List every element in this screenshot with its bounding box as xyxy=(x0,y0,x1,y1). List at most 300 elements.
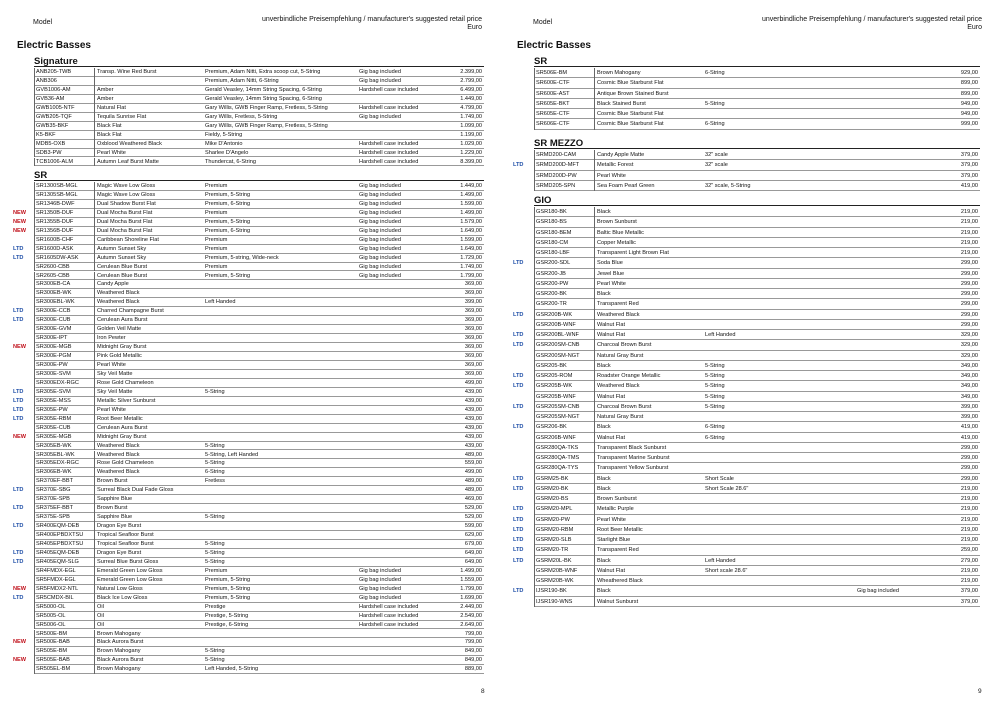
model-cell: GSR200-BK xyxy=(534,289,595,299)
case-cell: Hardshell case included xyxy=(359,158,419,165)
spec-cell: Prestige xyxy=(205,603,226,610)
model-cell: GSR200-TR xyxy=(534,299,595,309)
model-cell: GSR205B-WNF xyxy=(534,392,595,402)
spec-cell: 5-String xyxy=(705,393,725,400)
table-row xyxy=(513,586,980,596)
spec-cell xyxy=(704,320,854,330)
model-cell: SR506E-BM xyxy=(534,68,595,78)
spec-cell xyxy=(204,638,357,647)
price-cell: 1.449,00 xyxy=(460,183,482,189)
table-row xyxy=(513,484,980,494)
model-cell: SR305EB-WK xyxy=(34,442,95,451)
model-cell: SR4FMDX-EGL xyxy=(34,567,95,576)
model-cell: GSR280QA-TYS xyxy=(534,463,595,473)
table-row xyxy=(34,95,484,104)
table-row xyxy=(534,269,980,279)
model-cell: SR500E-BAB xyxy=(34,638,95,647)
model-cell: SR305E-RBM xyxy=(34,415,95,424)
price-cell: 599,00 xyxy=(464,523,482,530)
color-cell: Dragon Eye Burst xyxy=(97,523,142,530)
spec-cell xyxy=(204,522,357,531)
spec-cell: Premium xyxy=(205,236,228,243)
model-cell: GSR200BL-WNF xyxy=(534,330,595,340)
color-cell: Natural Gray Burst xyxy=(597,352,644,359)
color-cell: Rose Gold Chameleon xyxy=(97,460,154,467)
case-cell: Gig bag included xyxy=(359,272,401,279)
spec-cell: Prestige, 5-String xyxy=(205,612,249,619)
model-cell: GSR205SM-CNB xyxy=(534,402,595,412)
table-row xyxy=(13,558,484,567)
model-cell: GSRM20-PW xyxy=(534,515,595,525)
price-cell: 379,00 xyxy=(960,598,978,605)
spec-cell xyxy=(204,531,357,540)
spec-cell xyxy=(704,453,854,463)
model-cell: GWB35-BKF xyxy=(34,122,95,131)
model-cell: SR305E-MGB xyxy=(34,433,95,442)
ltd-badge: LTD xyxy=(13,523,24,530)
table-row xyxy=(34,334,484,343)
price-cell: 1.799,00 xyxy=(460,272,482,279)
model-cell: SR300EDX-RGC xyxy=(34,379,95,388)
spec-cell: Left Handed xyxy=(205,299,236,306)
case-cell: Hardshell case included xyxy=(359,603,419,610)
spec-cell: Premium, 5-String xyxy=(205,585,251,592)
table-row xyxy=(534,463,980,473)
table-row xyxy=(534,566,980,576)
spec-cell: 6-String xyxy=(205,469,225,476)
model-cell: GSR200B-WK xyxy=(534,310,595,320)
color-cell: Sky Veil Matte xyxy=(97,370,133,377)
model-cell: SR1356B-DUF xyxy=(34,227,95,236)
new-badge: NEW xyxy=(13,639,27,646)
color-cell: Brown Burst xyxy=(97,505,128,512)
spec-cell xyxy=(204,334,357,343)
price-cell: 299,00 xyxy=(960,270,978,277)
case-cell: Hardshell case included xyxy=(359,149,419,156)
ltd-badge: LTD xyxy=(13,558,24,565)
table-row xyxy=(34,665,484,674)
new-badge: NEW xyxy=(13,344,27,351)
ltd-badge: LTD xyxy=(513,162,524,169)
table-row xyxy=(13,486,484,495)
spec-cell xyxy=(204,361,357,370)
spec-cell xyxy=(704,299,854,309)
price-header-label: unverbindliche Preisempfehlung / manufacturer's suggested retail price xyxy=(761,16,982,23)
model-cell: SRMD205-SPN xyxy=(534,181,595,191)
price-cell: 2.649,00 xyxy=(460,621,482,628)
price-cell: 1.199,00 xyxy=(460,131,482,138)
spec-cell: 5-String, Left Handed xyxy=(205,451,259,458)
color-cell: Rose Gold Chameleon xyxy=(97,379,154,386)
spec-cell: 6-String xyxy=(705,121,725,128)
color-cell: Candy Apple Matte xyxy=(597,152,645,158)
price-cell: 219,00 xyxy=(960,250,978,256)
price-cell: 219,00 xyxy=(960,219,978,226)
table-row xyxy=(534,433,980,443)
color-cell: Black xyxy=(597,485,611,492)
model-cell: SR5006-OL xyxy=(34,621,95,630)
table-row xyxy=(534,392,980,402)
color-cell: Midnight Gray Burst xyxy=(97,344,147,351)
price-cell: 849,00 xyxy=(464,657,482,664)
model-cell: SR600E-AST xyxy=(534,89,595,99)
price-cell: 899,00 xyxy=(960,80,978,87)
spec-cell: 32" scale xyxy=(705,152,728,158)
spec-cell xyxy=(704,310,854,320)
table-row xyxy=(34,68,484,77)
model-cell: GSR180-BK xyxy=(534,207,595,217)
model-cell: GWB1005-NTF xyxy=(34,104,95,113)
color-cell: Oil xyxy=(97,621,104,628)
spec-cell: 5-String xyxy=(705,100,725,107)
model-cell: SR1300SB-MGL xyxy=(34,182,95,191)
table-row xyxy=(534,361,980,371)
new-badge: NEW xyxy=(13,657,27,664)
color-cell: Black xyxy=(597,588,611,595)
model-cell: GSR200-JB xyxy=(534,269,595,279)
color-cell: Copper Metallic xyxy=(597,239,636,246)
table-row xyxy=(534,453,980,463)
case-cell: Gig bag included xyxy=(359,200,401,207)
table-row xyxy=(513,515,980,525)
price-cell: 439,00 xyxy=(464,406,482,413)
color-cell: Metallic Forest xyxy=(597,162,634,169)
model-cell: GSR280QA-TKS xyxy=(534,443,595,453)
table-row xyxy=(34,86,484,95)
page-number: 9 xyxy=(978,688,982,695)
model-column-header: Model xyxy=(33,19,53,26)
case-cell: Gig bag included xyxy=(857,588,899,595)
price-cell: 1.499,00 xyxy=(460,567,482,574)
spec-cell xyxy=(704,171,854,181)
spec-cell xyxy=(204,352,357,361)
price-cell: 369,00 xyxy=(464,308,482,315)
spec-cell xyxy=(704,289,854,299)
table-row xyxy=(34,272,484,281)
table-row xyxy=(13,522,484,531)
spec-cell: Mike D'Antonio xyxy=(205,140,243,147)
price-cell: 219,00 xyxy=(960,506,978,513)
spec-cell: Gary Willis, Fretless, 5-String xyxy=(205,113,278,120)
ltd-badge: LTD xyxy=(13,245,24,252)
spec-cell xyxy=(204,325,357,334)
case-cell: Gig bag included xyxy=(359,191,401,198)
spec-cell xyxy=(704,586,854,596)
model-cell: GSR205SM-NGT xyxy=(534,412,595,422)
model-cell: SR5000-OL xyxy=(34,603,95,612)
table-row xyxy=(34,459,484,468)
case-cell: Gig bag included xyxy=(359,69,401,75)
ltd-badge: LTD xyxy=(513,332,524,338)
color-cell: Black xyxy=(597,362,611,369)
ltd-badge: LTD xyxy=(513,260,524,267)
case-cell: Gig bag included xyxy=(359,113,401,120)
color-cell: Pearl White xyxy=(97,362,126,368)
spec-cell xyxy=(704,504,854,514)
model-cell: SR405EQM-SLG xyxy=(34,558,95,567)
color-cell: Emerald Green Low Gloss xyxy=(97,567,163,574)
model-cell: SR306EB-WK xyxy=(34,468,95,477)
color-cell: Root Beer Metallic xyxy=(597,526,643,533)
model-cell: SR375E-SPB xyxy=(34,513,95,522)
model-cell: GSR200SM-CNB xyxy=(534,340,595,350)
new-badge: NEW xyxy=(13,227,27,234)
spec-cell: 5-String xyxy=(205,549,225,556)
table-row xyxy=(34,77,484,86)
spec-cell: Short scale 28.6" xyxy=(705,567,748,574)
color-cell: Amber xyxy=(97,95,114,102)
color-cell: Brown Mahogany xyxy=(97,666,141,673)
table-row xyxy=(513,504,980,514)
spec-cell xyxy=(204,504,357,513)
table-row xyxy=(534,299,980,309)
case-cell: Gig bag included xyxy=(359,236,401,243)
color-cell: Black xyxy=(597,209,611,215)
color-cell: Pink Gold Metallic xyxy=(97,353,142,360)
spec-cell xyxy=(204,343,357,352)
spec-cell xyxy=(704,535,854,545)
table-row xyxy=(534,228,980,238)
section-title: SR MEZZO xyxy=(534,139,980,149)
color-cell: Transparent Marine Sunburst xyxy=(597,455,670,461)
table-row xyxy=(34,576,484,585)
table-row xyxy=(13,415,484,424)
case-cell: Gig bag included xyxy=(359,576,401,583)
new-badge: NEW xyxy=(13,209,27,216)
table-row xyxy=(34,352,484,361)
spec-cell: Premium, Adam Nitti, 6-String xyxy=(205,77,279,84)
spec-cell: Premium xyxy=(205,567,228,574)
model-cell: SR405EQM-DEB xyxy=(34,549,95,558)
model-cell: SR300E-PGM xyxy=(34,352,95,361)
model-cell: SR1605DW-ASK xyxy=(34,254,95,263)
model-cell: SR300E-CUB xyxy=(34,316,95,325)
color-cell: Sapphire Blue xyxy=(97,496,133,503)
model-cell: GSRM20-BS xyxy=(534,494,595,504)
ltd-badge: LTD xyxy=(513,403,524,410)
color-cell: Midnight Gray Burst xyxy=(97,433,147,440)
page-number: 8 xyxy=(481,688,485,695)
color-cell: Oil xyxy=(97,603,104,610)
model-cell: IJSR190-BK xyxy=(534,586,595,596)
color-cell: Pearl White xyxy=(597,280,626,287)
color-cell: Brown Mahogany xyxy=(597,70,641,76)
spec-cell xyxy=(204,486,357,495)
ltd-badge: LTD xyxy=(13,594,24,601)
price-cell: 1.599,00 xyxy=(460,200,482,207)
table-row xyxy=(534,248,980,258)
color-cell: Root Beer Metallic xyxy=(97,415,143,422)
price-cell: 399,00 xyxy=(960,414,978,420)
color-cell: Walnut Flat xyxy=(597,393,626,400)
table-row xyxy=(534,412,980,422)
table-row xyxy=(34,236,484,245)
spec-cell xyxy=(704,494,854,504)
color-cell: Black xyxy=(597,557,611,564)
model-cell: GSR180-BS xyxy=(534,217,595,227)
table-row xyxy=(13,316,484,325)
currency-label: Euro xyxy=(967,24,982,31)
spec-cell: Premium, 5-string, Wide-neck xyxy=(205,254,279,261)
color-cell: Amber xyxy=(97,86,114,93)
price-cell: 679,00 xyxy=(464,541,482,547)
case-cell: Gig bag included xyxy=(359,218,401,225)
price-cell: 1.799,00 xyxy=(460,585,482,592)
spec-cell: 6-String xyxy=(705,424,725,431)
spec-cell xyxy=(704,238,854,248)
price-cell: 499,00 xyxy=(464,379,482,386)
price-cell: 329,00 xyxy=(960,332,978,338)
spec-cell: Premium, 5-String xyxy=(205,191,251,198)
price-cell: 1.729,00 xyxy=(460,254,482,261)
price-cell: 299,00 xyxy=(960,465,978,472)
case-cell: Gig bag included xyxy=(359,254,401,261)
spec-cell: Gary Willis, GWB Finger Ramp, Fretless, 5-String xyxy=(205,104,328,111)
model-cell: SRMD200D-MFT xyxy=(534,160,595,170)
spec-cell xyxy=(704,78,854,88)
price-cell: 2.399,00 xyxy=(460,69,482,75)
table-row xyxy=(534,494,980,504)
table-row xyxy=(513,525,980,535)
table-row xyxy=(534,289,980,299)
model-cell: SR300E-PW xyxy=(34,361,95,370)
spec-cell xyxy=(704,545,854,555)
price-cell: 1.499,00 xyxy=(460,191,482,198)
spec-cell xyxy=(704,109,854,119)
price-cell: 369,00 xyxy=(464,281,482,288)
spec-cell xyxy=(204,406,357,415)
table-row xyxy=(13,397,484,406)
color-cell: Charred Champagne Burst xyxy=(97,308,164,315)
price-cell: 299,00 xyxy=(960,444,978,451)
model-cell: MDB5-OXB xyxy=(34,140,95,149)
spec-cell xyxy=(204,280,357,289)
spec-cell: Sharlee D'Angelo xyxy=(205,149,249,156)
color-cell: Transparent Black Sunburst xyxy=(597,444,667,451)
new-badge: NEW xyxy=(13,218,27,225)
table-row xyxy=(34,424,484,433)
model-cell: SR300E-SVM xyxy=(34,370,95,379)
price-cell: 649,00 xyxy=(464,558,482,565)
table-row xyxy=(13,254,484,263)
color-cell: Pearl White xyxy=(97,149,126,156)
spec-cell xyxy=(704,217,854,227)
price-cell: 2.449,00 xyxy=(460,603,482,610)
model-cell: SR300E-MGB xyxy=(34,343,95,352)
ltd-badge: LTD xyxy=(13,549,24,556)
spec-cell: 32" scale xyxy=(705,162,728,169)
table-row xyxy=(34,630,484,639)
price-cell: 2.799,00 xyxy=(460,77,482,84)
color-cell: Surreal Blue Burst Gloss xyxy=(97,558,159,565)
price-cell: 219,00 xyxy=(960,526,978,533)
color-cell: Walnut Sunburst xyxy=(597,598,639,605)
spec-cell xyxy=(704,412,854,422)
price-cell: 1.599,00 xyxy=(460,236,482,243)
color-cell: Black xyxy=(597,291,611,297)
color-cell: Jewel Blue xyxy=(597,270,625,277)
price-cell: 889,00 xyxy=(464,666,482,673)
table-row xyxy=(513,160,980,170)
table-row xyxy=(34,325,484,334)
table-row xyxy=(34,191,484,200)
spec-cell: 5-String xyxy=(205,541,225,547)
spec-cell xyxy=(204,379,357,388)
color-cell: Pearl White xyxy=(597,172,626,179)
price-cell: 379,00 xyxy=(960,162,978,169)
table-row xyxy=(34,647,484,656)
spec-cell: Premium, 5-String xyxy=(205,576,251,583)
color-cell: Antique Brown Stained Burst xyxy=(597,90,669,97)
color-cell: Weathered Black xyxy=(97,469,140,476)
spec-cell: Premium, 6-String xyxy=(205,227,251,234)
price-cell: 529,00 xyxy=(464,505,482,512)
spec-cell xyxy=(704,576,854,586)
price-cell: 4.799,00 xyxy=(460,104,482,111)
price-cell: 529,00 xyxy=(464,514,482,521)
currency-label: Euro xyxy=(467,24,482,31)
model-cell: SR1355B-DUF xyxy=(34,218,95,227)
spec-cell: Gerald Veasley, 14mm String Spacing, 6-String xyxy=(205,86,322,93)
model-cell: GSRM20-SLB xyxy=(534,535,595,545)
price-column-header xyxy=(762,16,982,32)
spec-cell: Premium, 5-String xyxy=(205,218,251,225)
table-row xyxy=(534,576,980,586)
price-cell: 489,00 xyxy=(464,487,482,494)
case-cell: Gig bag included xyxy=(359,245,401,252)
spec-cell: 6-String xyxy=(705,434,725,441)
spec-cell: Premium, 6-String xyxy=(205,200,251,207)
price-cell: 419,00 xyxy=(960,424,978,431)
spec-cell: 5-String xyxy=(705,403,725,410)
model-cell: SR2600-CBB xyxy=(34,263,95,272)
ltd-badge: LTD xyxy=(13,406,24,413)
table-row xyxy=(513,402,980,412)
ltd-badge: LTD xyxy=(513,537,524,543)
color-cell: Dragon Eye Burst xyxy=(97,549,142,556)
color-cell: Natural Low Gloss xyxy=(97,585,143,592)
section-gio xyxy=(513,195,980,605)
spec-cell xyxy=(704,463,854,473)
price-cell: 489,00 xyxy=(464,478,482,485)
color-cell: Walnut Flat xyxy=(597,321,626,328)
model-cell: GSR205-ROM xyxy=(534,371,595,381)
model-cell: SR305E-SVM xyxy=(34,388,95,397)
ltd-badge: LTD xyxy=(513,475,524,482)
ltd-badge: LTD xyxy=(513,424,524,431)
model-cell: GSR180-BEM xyxy=(534,228,595,238)
color-cell: Sky Veil Matte xyxy=(97,388,133,395)
color-cell: Weathered Black xyxy=(97,290,140,297)
price-cell: 439,00 xyxy=(464,388,482,395)
spec-cell: Fretless xyxy=(205,478,225,485)
case-cell: Hardshell case included xyxy=(359,86,419,93)
model-cell: SR370E-SBG xyxy=(34,486,95,495)
spec-cell: 5-String xyxy=(205,388,225,395)
price-cell: 1.699,00 xyxy=(460,594,482,601)
table-row xyxy=(34,451,484,460)
spec-cell xyxy=(704,351,854,361)
price-cell: 2.549,00 xyxy=(460,612,482,619)
table-row xyxy=(34,603,484,612)
spec-cell: Fieldy, 5-String xyxy=(205,131,243,138)
table-row xyxy=(534,68,980,78)
price-cell: 329,00 xyxy=(960,342,978,349)
color-cell: Oxblood Weathered Black xyxy=(97,140,162,147)
model-cell: SR2605-CBB xyxy=(34,272,95,281)
table-row xyxy=(34,567,484,576)
case-cell: Hardshell case included xyxy=(359,621,419,628)
